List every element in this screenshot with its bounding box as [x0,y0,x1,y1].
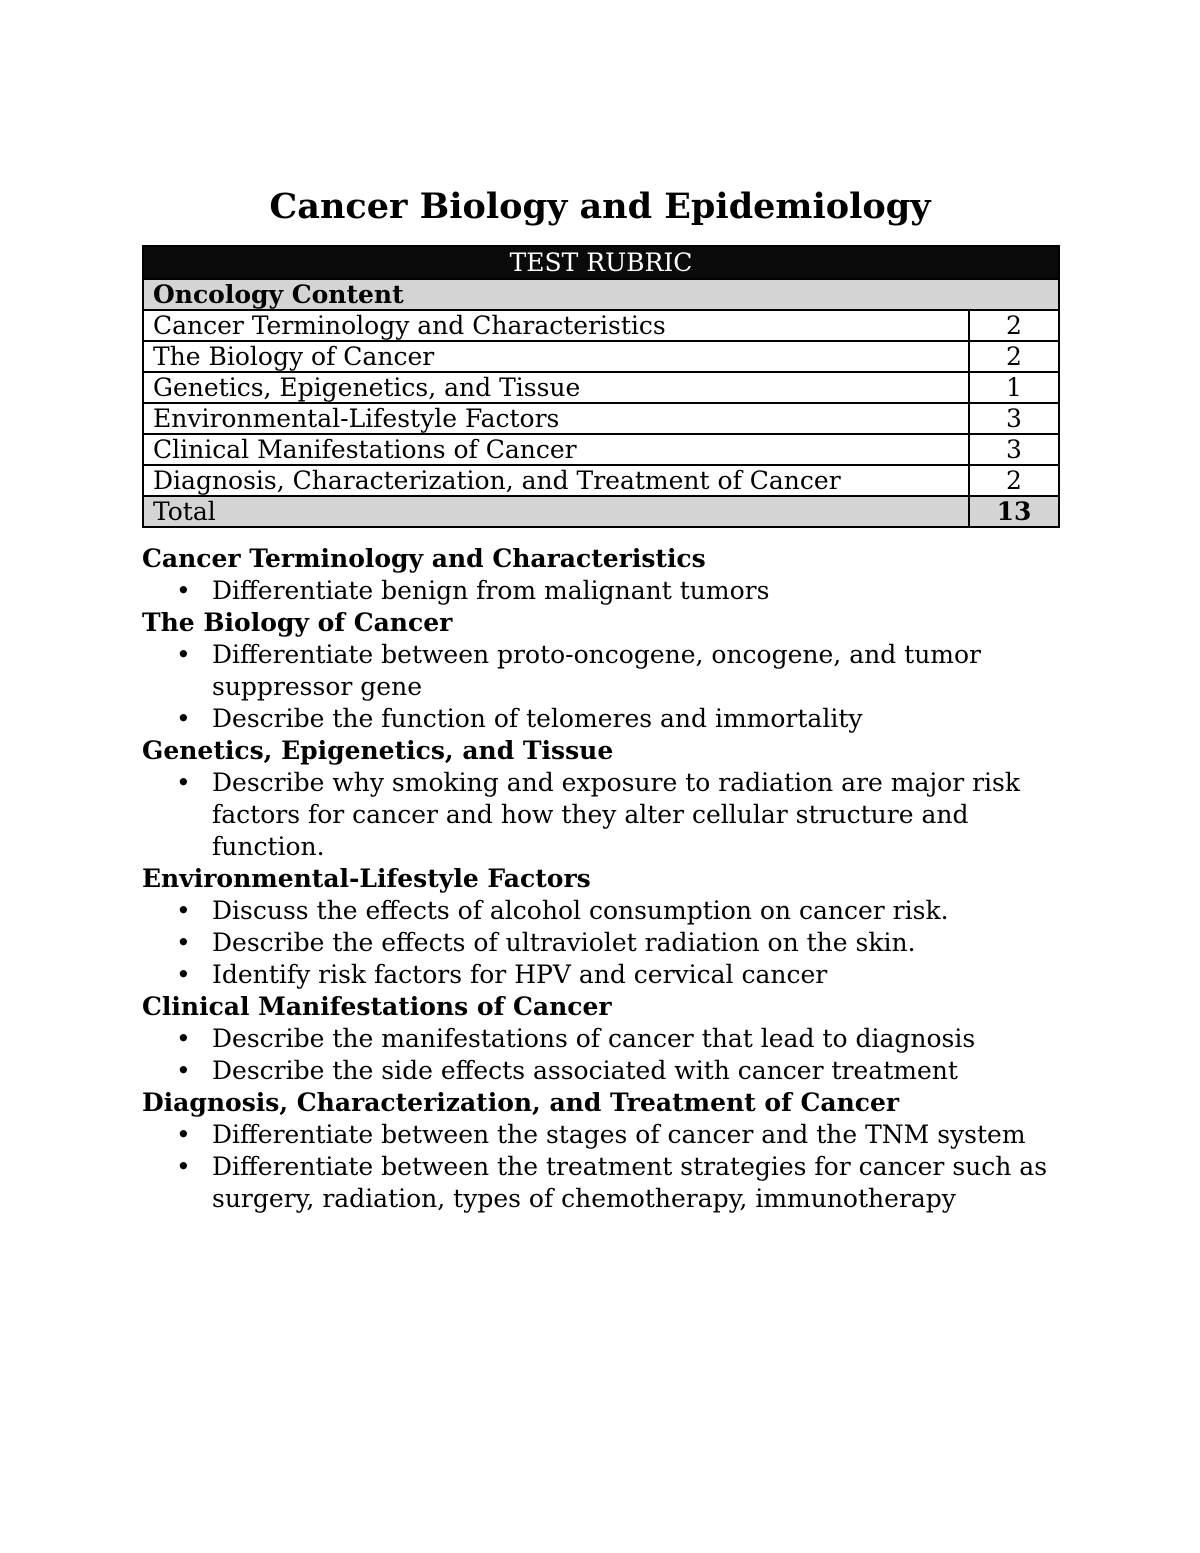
list-item: • Describe the side effects associated with cancer treatment [212,1055,1072,1087]
objective-block [142,863,1072,991]
list-item: • Differentiate benign from malignant tumors [212,575,1072,607]
objective-block [142,991,1072,1087]
table-row [143,341,1059,372]
table-row [143,465,1059,496]
objective-list [142,1023,1072,1087]
objective-block [142,1087,1072,1215]
table-row [143,403,1059,434]
count-cell: 2 [969,310,1059,341]
topic-heading: The Biology of Cancer [142,608,453,637]
topic-heading: Environmental-Lifestyle Factors [142,864,591,893]
page-title: Cancer Biology and Epidemiology [269,186,931,227]
topic-cell: Diagnosis, Characterization, and Treatment of Cancer [143,465,969,496]
list-item: • Differentiate between the treatment strategies for cancer such as surgery, radiation, types of chemotherapy, immunotherapy [212,1151,1072,1215]
objective-block [142,543,1072,607]
topic-heading: Diagnosis, Characterization, and Treatment of Cancer [142,1088,900,1117]
table-row [143,372,1059,403]
table-row [143,310,1059,341]
list-item: • Describe the effects of ultraviolet radiation on the skin. [212,927,1072,959]
count-cell: 2 [969,341,1059,372]
objectives-section [142,543,1072,1215]
table-row [143,434,1059,465]
count-cell: 3 [969,403,1059,434]
topic-cell: Clinical Manifestations of Cancer [143,434,969,465]
objective-list [142,1119,1072,1215]
count-cell: 1 [969,372,1059,403]
list-item: • Describe why smoking and exposure to radiation are major risk factors for cancer and how they alter cellular structure and function. [212,767,1072,863]
count-cell: 2 [969,465,1059,496]
topic-cell: Cancer Terminology and Characteristics [143,310,969,341]
list-item: • Describe the function of telomeres and immortality [212,703,1072,735]
objective-list [142,575,1072,607]
list-item: • Differentiate between proto-oncogene, oncogene, and tumor suppressor gene [212,639,1072,703]
topic-heading: Clinical Manifestations of Cancer [142,992,612,1021]
list-item: • Describe the manifestations of cancer that lead to diagnosis [212,1023,1072,1055]
rubric-header-row [143,246,1059,279]
rubric-section-row [143,279,1059,310]
list-item: • Discuss the effects of alcohol consumption on cancer risk. [212,895,1072,927]
objective-list [142,895,1072,991]
objective-block [142,735,1072,863]
list-item: • Identify risk factors for HPV and cervical cancer [212,959,1072,991]
objective-list [142,767,1072,863]
rubric-section-label: Oncology Content [143,279,1059,310]
rubric-header: TEST RUBRIC [143,246,1059,279]
objective-list [142,639,1072,735]
objective-block [142,607,1072,735]
total-label: Total [143,496,969,527]
topic-cell: Genetics, Epigenetics, and Tissue [143,372,969,403]
count-cell: 3 [969,434,1059,465]
test-rubric-table [142,245,1060,528]
topic-cell: The Biology of Cancer [143,341,969,372]
topic-heading: Cancer Terminology and Characteristics [142,544,706,573]
topic-cell: Environmental-Lifestyle Factors [143,403,969,434]
rubric-total-row [143,496,1059,527]
list-item: • Differentiate between the stages of cancer and the TNM system [212,1119,1072,1151]
total-value: 13 [969,496,1059,527]
topic-heading: Genetics, Epigenetics, and Tissue [142,736,614,765]
